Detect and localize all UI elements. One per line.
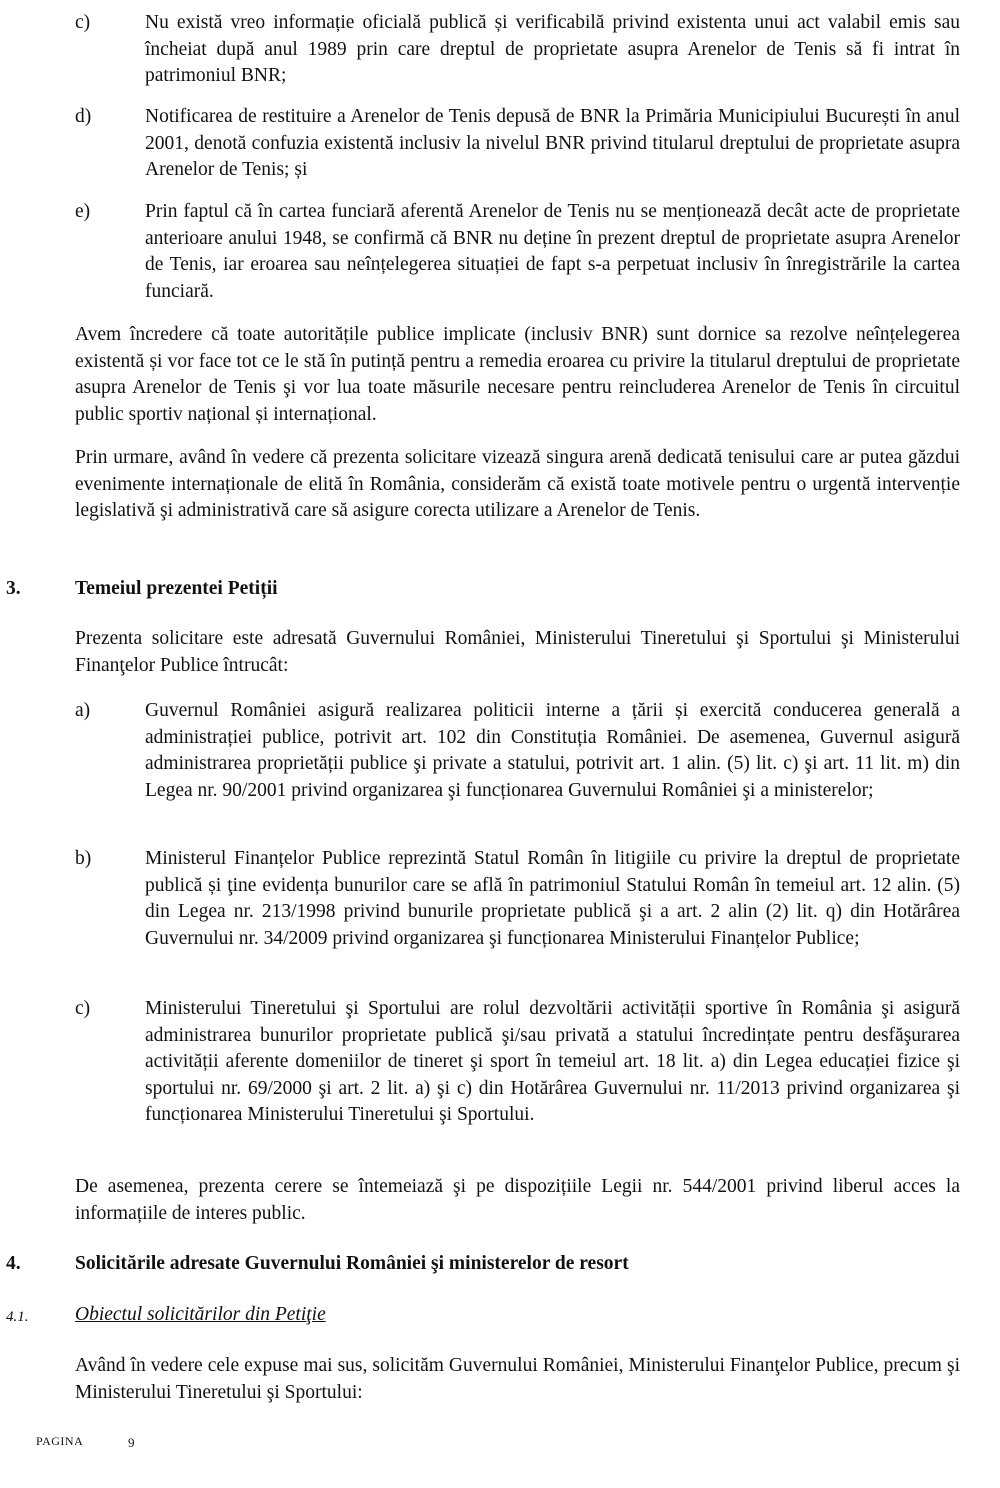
page-number: 9 xyxy=(128,1435,135,1450)
paragraph-law-544: De asemenea, prezenta cerere se întemeiază şi pe dispozițiile Legii nr. 544/2001 privind liberul acces la informațiile de interes public. xyxy=(75,1176,960,1224)
list-item-letter: d) xyxy=(75,106,92,127)
list-item-text: Prin faptul că în cartea funciară aferentă Arenelor de Tenis nu se menționează decât acte de proprietate anterioare anului 1948, se confirmă că BNR nu deține în prezent dreptul de proprietate asupra Arenelor de Tenis, iar eroarea sau neînțelegerea situației de fapt s-a perpetuat inclusiv în înregistrările la cartea funciară. xyxy=(145,201,960,302)
list-item-text: Notificarea de restituire a Arenelor de Tenis depusă de BNR la Primăria Municipiului București în anul 2001, denotă confuzia existentă inclusiv la nivelul BNR privind titularul dreptului de proprietate asupra Arenelor de Tenis; și xyxy=(145,106,960,180)
list-item-letter: c) xyxy=(75,998,91,1019)
page-footer xyxy=(36,1432,135,1450)
list-item-text: Ministerul Finanțelor Publice reprezintă Statul Român în litigiile cu privire la dreptul de proprietate publică și ţine evidența bunurilor care se află în patrimoniul Statului Român în temeiul art. 12 alin. (5) din Legea nr. 213/1998 privind bunurile proprietate publică şi a art. 2 alin (2) lit. q) din Hotărârea Guvernului nr. 34/2009 privind organizarea şi funcționarea Ministerului Finanțelor Publice; xyxy=(145,848,960,949)
list-item-c xyxy=(75,10,960,90)
list-item-letter: a) xyxy=(75,700,91,721)
section-title: Temeiul prezentei Petiții xyxy=(75,578,278,599)
paragraph-addressees: Prezenta solicitare este adresată Guvernului României, Ministerului Tineretului şi Sportului şi Ministerului Finanţelor Publice întrucât: xyxy=(75,628,960,676)
section-title: Solicitările adresate Guvernului României şi ministerelor de resort xyxy=(75,1253,629,1274)
subsection-title: Obiectul solicitărilor din Petiţie xyxy=(75,1304,326,1325)
section-number: 3. xyxy=(6,578,21,599)
list-item-d xyxy=(75,104,960,184)
list-item-letter: c) xyxy=(75,12,91,33)
list-item-b xyxy=(75,846,960,952)
list-item-letter: b) xyxy=(75,848,92,869)
paragraph-conclusion: Prin urmare, având în vedere că prezenta solicitare vizează singura arenă dedicată tenisului care ar putea găzdui evenimente internaționale de elită în România, considerăm că există toate motivele pentru o urgentă intervenție legislativă şi administrativă care să asigure corecta utilizare a Arenelor de Tenis. xyxy=(75,447,960,521)
paragraph-trust: Avem încredere că toate autoritățile publice implicate (inclusiv BNR) sunt dornice sa rezolve neînțelegerea existentă și vor face tot ce le stă în putință pentru a remedia eroarea cu privire la titularul dreptului de proprietate asupra Arenelor de Tenis şi vor lua toate măsurile necesare pentru reincluderea Arenelor de Tenis în circuitul public sportiv național și internațional. xyxy=(75,324,960,425)
list-item-text: Ministerului Tineretului şi Sportului are rolul dezvoltării activității sportive în România şi asigură administrarea bunurilor proprietate publică şi/sau privată a statului încredințate pentru desfăşurarea activității aferente domeniilor de tineret şi sport în temeiul art. 18 lit. a) din Legea educației fizice şi sportului nr. 69/2000 şi art. 2 lit. a) şi c) din Hotărârea Guvernului nr. 11/2013 privind organizarea şi funcționarea Ministerului Tineretului şi Sportului. xyxy=(145,998,960,1125)
footer-label: PAGINA xyxy=(36,1434,84,1448)
list-item-text: Nu există vreo informație oficială publică și verificabilă privind existenta unui act valabil emis sau încheiat după anul 1989 prin care dreptul de proprietate asupra Arenelor de Tenis să fi intrat în patrimoniul BNR; xyxy=(145,12,960,86)
paragraph-requests-intro: Având în vedere cele expuse mai sus, solicităm Guvernului României, Ministerului Finanţelor Publice, precum şi Ministerului Tineretului şi Sportului: xyxy=(75,1355,960,1403)
list-item-letter: e) xyxy=(75,201,91,222)
list-item-a xyxy=(75,698,960,804)
section-number: 4. xyxy=(6,1253,21,1274)
list-item-e xyxy=(75,199,960,305)
subsection-number: 4.1. xyxy=(6,1309,29,1325)
list-item-c-section3 xyxy=(75,996,960,1129)
list-item-text: Guvernul României asigură realizarea politicii interne a țării și exercită conducerea generală a administrației publice, potrivit art. 102 din Constituția României. De asemenea, Guvernul asigură administrarea proprietății publice şi private a statului, potrivit art. 1 alin. (5) lit. c) şi art. 11 lit. m) din Legea nr. 90/2001 privind organizarea şi funcționarea Guvernului României şi a ministerelor; xyxy=(145,700,960,801)
